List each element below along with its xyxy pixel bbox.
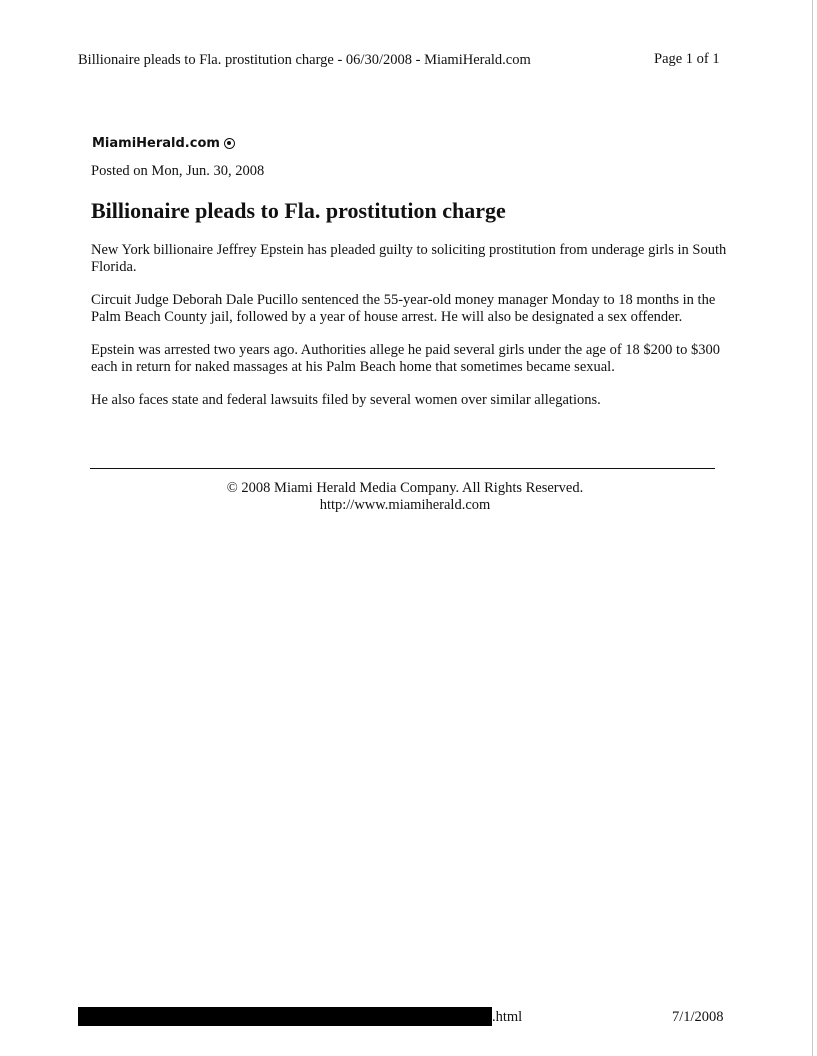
article-paragraph: Epstein was arrested two years ago. Authorities allege he paid several girls under the age of 18 $200 to $300 each in return for naked massages at his Palm Beach home that sometimes became sexual. [91, 342, 720, 375]
site-url: http://www.miamiherald.com [319, 497, 491, 513]
print-header-title: Billionaire pleads to Fla. prostitution charge - 06/30/2008 - MiamiHerald.com [78, 52, 531, 68]
page-edge-line [812, 0, 813, 1056]
article-paragraph: New York billionaire Jeffrey Epstein has pleaded guilty to soliciting prostitution from underage girls in South Florida. [91, 242, 727, 275]
copyright-text: © 2008 Miami Herald Media Company. All Rights Reserved. [226, 480, 584, 496]
miamiherald-logo-mark-icon [224, 138, 235, 149]
print-footer-date: 7/1/2008 [672, 1009, 724, 1025]
article-body [91, 242, 731, 425]
article-paragraph: Circuit Judge Deborah Dale Pucillo sentenced the 55-year-old money manager Monday to 18 months in the Palm Beach County jail, followed by a year of house arrest. He will also be designated a sex offender. [91, 292, 716, 325]
footer-divider [90, 468, 715, 469]
site-logo-text: MiamiHerald.com [92, 136, 220, 151]
copyright-block [90, 480, 720, 514]
print-footer-url-suffix: .html [492, 1009, 523, 1025]
site-logo [92, 136, 235, 151]
posted-date: Posted on Mon, Jun. 30, 2008 [91, 163, 265, 179]
article-headline: Billionaire pleads to Fla. prostitution charge [91, 198, 506, 223]
article-paragraph: He also faces state and federal lawsuits filed by several women over similar allegations. [91, 392, 601, 408]
redaction-bar [78, 1007, 492, 1026]
print-header-page-number: Page 1 of 1 [654, 51, 720, 67]
